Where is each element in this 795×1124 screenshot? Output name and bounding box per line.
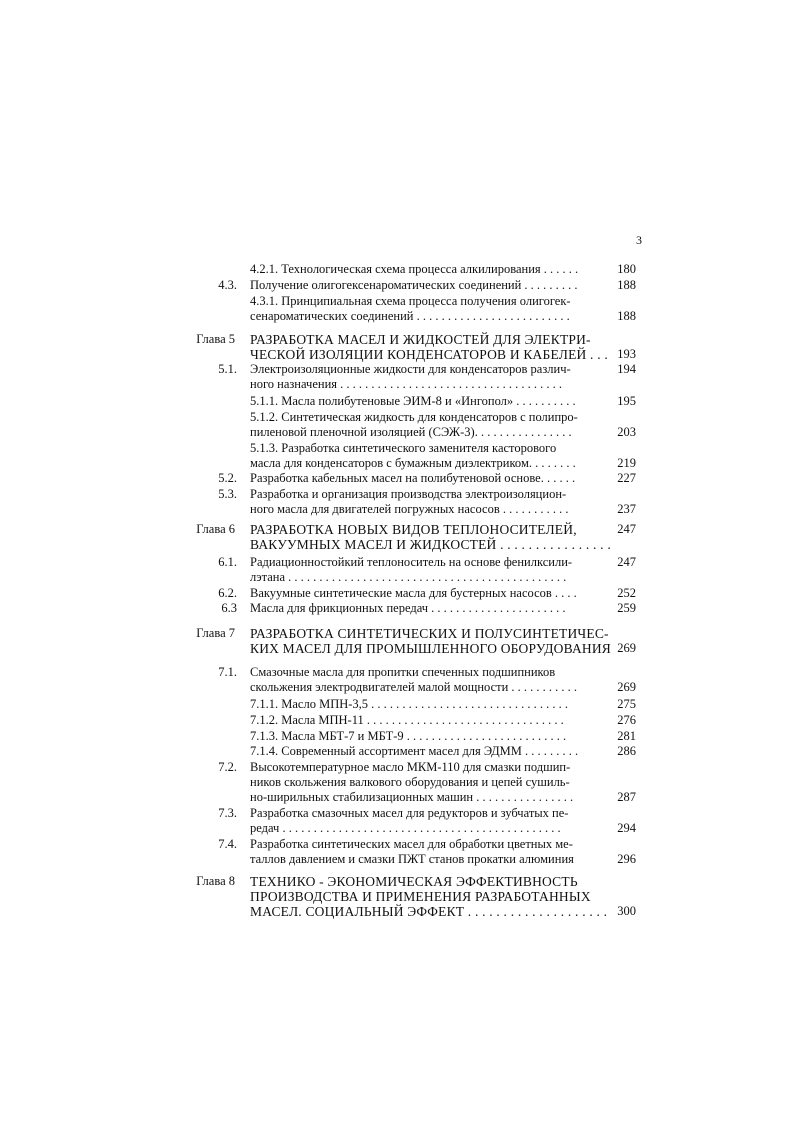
toc-entry-label: 7.1. bbox=[218, 665, 237, 679]
toc-entry-title-line: Разработка смазочных масел для редукторов и зубчатых пе- bbox=[250, 806, 569, 820]
toc-entry-title-line: Разработка кабельных масел на полибутеновой основе. . . . . . bbox=[250, 471, 576, 485]
toc-entry-page: 281 bbox=[617, 729, 636, 743]
toc-entry-title-line: ЧЕСКОЙ ИЗОЛЯЦИИ КОНДЕНСАТОРОВ И КАБЕЛЕЙ . . . bbox=[250, 347, 608, 363]
toc-entry-label: Глава 5 bbox=[196, 332, 235, 346]
toc-entry-label: 6.3 bbox=[221, 601, 237, 615]
toc-entry-title-line: РАЗРАБОТКА СИНТЕТИЧЕСКИХ И ПОЛУСИНТЕТИЧЕС- bbox=[250, 626, 609, 641]
toc-entry-title-line: Масла для фрикционных передач . . . . . . . . . . . . . . . . . . . . . . bbox=[250, 601, 566, 615]
toc-entry-page: 193 bbox=[617, 347, 636, 362]
toc-entry-title-line: МАСЕЛ. СОЦИАЛЬНЫЙ ЭФФЕКТ . . . . . . . . . . . . . . . . . . . . bbox=[250, 904, 608, 920]
toc-entry-label: Глава 6 bbox=[196, 522, 235, 536]
toc-entry-title-line: ного назначения . . . . . . . . . . . . . . . . . . . . . . . . . . . . . . . . . . . . bbox=[250, 377, 563, 392]
toc-entry-page: 286 bbox=[617, 744, 636, 758]
toc-entry-label: 6.1. bbox=[218, 555, 237, 569]
toc-entry-page: 188 bbox=[617, 278, 636, 292]
toc-entry-page: 269 bbox=[617, 680, 636, 695]
toc-entry-title-line: РАЗРАБОТКА НОВЫХ ВИДОВ ТЕПЛОНОСИТЕЛЕЙ, bbox=[250, 522, 577, 537]
toc-entry-title-line: пиленовой пленочной изоляцией (СЭЖ-3). . . . . . . . . . . . . . . . bbox=[250, 425, 572, 440]
toc-entry-label: 7.4. bbox=[218, 837, 237, 851]
toc-entry-label: 6.2. bbox=[218, 586, 237, 600]
toc-entry-title-line: ного масла для двигателей погружных насосов . . . . . . . . . . . bbox=[250, 502, 569, 517]
toc-entry-title-line: 7.1.3. Масла МБТ-7 и МБТ-9 . . . . . . . . . . . . . . . . . . . . . . . . . . bbox=[250, 729, 567, 743]
toc-entry-page: 276 bbox=[617, 713, 636, 727]
toc-entry-page: 219 bbox=[617, 456, 636, 471]
toc-entry-title-line: 7.1.4. Современный ассортимент масел для ЭДММ . . . . . . . . . bbox=[250, 744, 579, 758]
toc-entry-title-line: 4.2.1. Технологическая схема процесса алкилирования . . . . . . bbox=[250, 262, 579, 276]
toc-entry-title-line: Радиационностойкий теплоноситель на основе фенилксили- bbox=[250, 555, 573, 569]
toc-entry-page: 194 bbox=[617, 362, 636, 376]
toc-entry-title-line: таллов давлением и смазки ПЖТ станов прокатки алюминия bbox=[250, 852, 574, 867]
toc-entry-page: 294 bbox=[617, 821, 636, 836]
toc-entry-title-line: Получение олигогексенароматических соединений . . . . . . . . . bbox=[250, 278, 578, 292]
toc-entry-label: 5.2. bbox=[218, 471, 237, 485]
toc-entry-title-line: ВАКУУМНЫХ МАСЕЛ И ЖИДКОСТЕЙ . . . . . . . . . . . . . . . . bbox=[250, 537, 611, 553]
toc-entry-title-line: Электроизоляционные жидкости для конденсаторов различ- bbox=[250, 362, 571, 376]
toc-entry-page: 188 bbox=[617, 309, 636, 324]
toc-entry-label: Глава 7 bbox=[196, 626, 235, 640]
toc-entry-label: 4.3. bbox=[218, 278, 237, 292]
toc-entry-page: 269 bbox=[617, 641, 636, 656]
toc-entry-page: 237 bbox=[617, 502, 636, 517]
toc-entry-page: 259 bbox=[617, 601, 636, 615]
toc-entry-title-line: ников скольжения валкового оборудования и цепей сушиль- bbox=[250, 775, 570, 790]
toc-entry-title-line: Смазочные масла для пропитки спеченных подшипников bbox=[250, 665, 556, 679]
toc-entry-title-line: 7.1.2. Масла МПН-11 . . . . . . . . . . . . . . . . . . . . . . . . . . . . . . . . bbox=[250, 713, 564, 727]
toc-entry-page: 252 bbox=[617, 586, 636, 600]
toc-entry-page: 300 bbox=[617, 904, 636, 919]
toc-entry-page: 227 bbox=[617, 471, 636, 485]
toc-entry-title-line: Разработка и организация производства электроизоляцион- bbox=[250, 487, 567, 501]
toc-entry-page: 296 bbox=[617, 852, 636, 867]
toc-entry-title-line: Вакуумные синтетические масла для бустерных насосов . . . . bbox=[250, 586, 577, 600]
toc-entry-page: 247 bbox=[617, 555, 636, 569]
page-number: 3 bbox=[636, 233, 642, 247]
toc-entry-label: 7.3. bbox=[218, 806, 237, 820]
toc-entry-title-line: скольжения электродвигателей малой мощности . . . . . . . . . . . bbox=[250, 680, 578, 695]
toc-entry-title-line: ПРОИЗВОДСТВА И ПРИМЕНЕНИЯ РАЗРАБОТАННЫХ bbox=[250, 889, 591, 905]
toc-entry-label: 5.3. bbox=[218, 487, 237, 501]
toc-entry-page: 247 bbox=[617, 522, 636, 536]
toc-entry-title-line: 5.1.2. Синтетическая жидкость для конденсаторов с полипро- bbox=[250, 410, 578, 424]
toc-entry-title-line: 5.1.3. Разработка синтетического заменителя касторового bbox=[250, 441, 557, 455]
toc-entry-title-line: КИХ МАСЕЛ ДЛЯ ПРОМЫШЛЕННОГО ОБОРУДОВАНИЯ bbox=[250, 641, 612, 657]
toc-entry-title-line: редач . . . . . . . . . . . . . . . . . . . . . . . . . . . . . . . . . . . . . . . . . . . . . bbox=[250, 821, 561, 836]
toc-entry-label: 7.2. bbox=[218, 760, 237, 774]
toc-entry-title-line: но-ширильных стабилизационных машин . . . . . . . . . . . . . . . . bbox=[250, 790, 574, 805]
toc-entry-label: Глава 8 bbox=[196, 874, 235, 888]
toc-entry-label: 5.1. bbox=[218, 362, 237, 376]
toc-entry-page: 275 bbox=[617, 697, 636, 711]
toc-entry-page: 180 bbox=[617, 262, 636, 276]
toc-entry-page: 203 bbox=[617, 425, 636, 440]
toc-entry-page: 287 bbox=[617, 790, 636, 805]
toc-entry-title-line: 5.1.1. Масла полибутеновые ЭИМ-8 и «Ингопол» . . . . . . . . . . bbox=[250, 394, 576, 408]
toc-entry-page: 195 bbox=[617, 394, 636, 408]
toc-entry-title-line: Разработка синтетических масел для обработки цветных ме- bbox=[250, 837, 573, 851]
toc-entry-title-line: сенароматических соединений . . . . . . . . . . . . . . . . . . . . . . . . . bbox=[250, 309, 570, 324]
toc-entry-title-line: ТЕХНИКО - ЭКОНОМИЧЕСКАЯ ЭФФЕКТИВНОСТЬ bbox=[250, 874, 578, 889]
toc-entry-title-line: 4.3.1. Принципиальная схема процесса получения олигогек- bbox=[250, 294, 571, 308]
toc-entry-title-line: 7.1.1. Масло МПН-3,5 . . . . . . . . . . . . . . . . . . . . . . . . . . . . . . . . bbox=[250, 697, 569, 711]
toc-entry-title-line: Высокотемпературное масло МКМ-110 для смазки подшип- bbox=[250, 760, 571, 774]
toc-entry-title-line: масла для конденсаторов с бумажным диэлектриком. . . . . . . . bbox=[250, 456, 576, 471]
toc-entry-title-line: лэтана . . . . . . . . . . . . . . . . . . . . . . . . . . . . . . . . . . . . . . . . . . . . . bbox=[250, 570, 567, 585]
toc-entry-title-line: РАЗРАБОТКА МАСЕЛ И ЖИДКОСТЕЙ ДЛЯ ЭЛЕКТРИ- bbox=[250, 332, 591, 347]
